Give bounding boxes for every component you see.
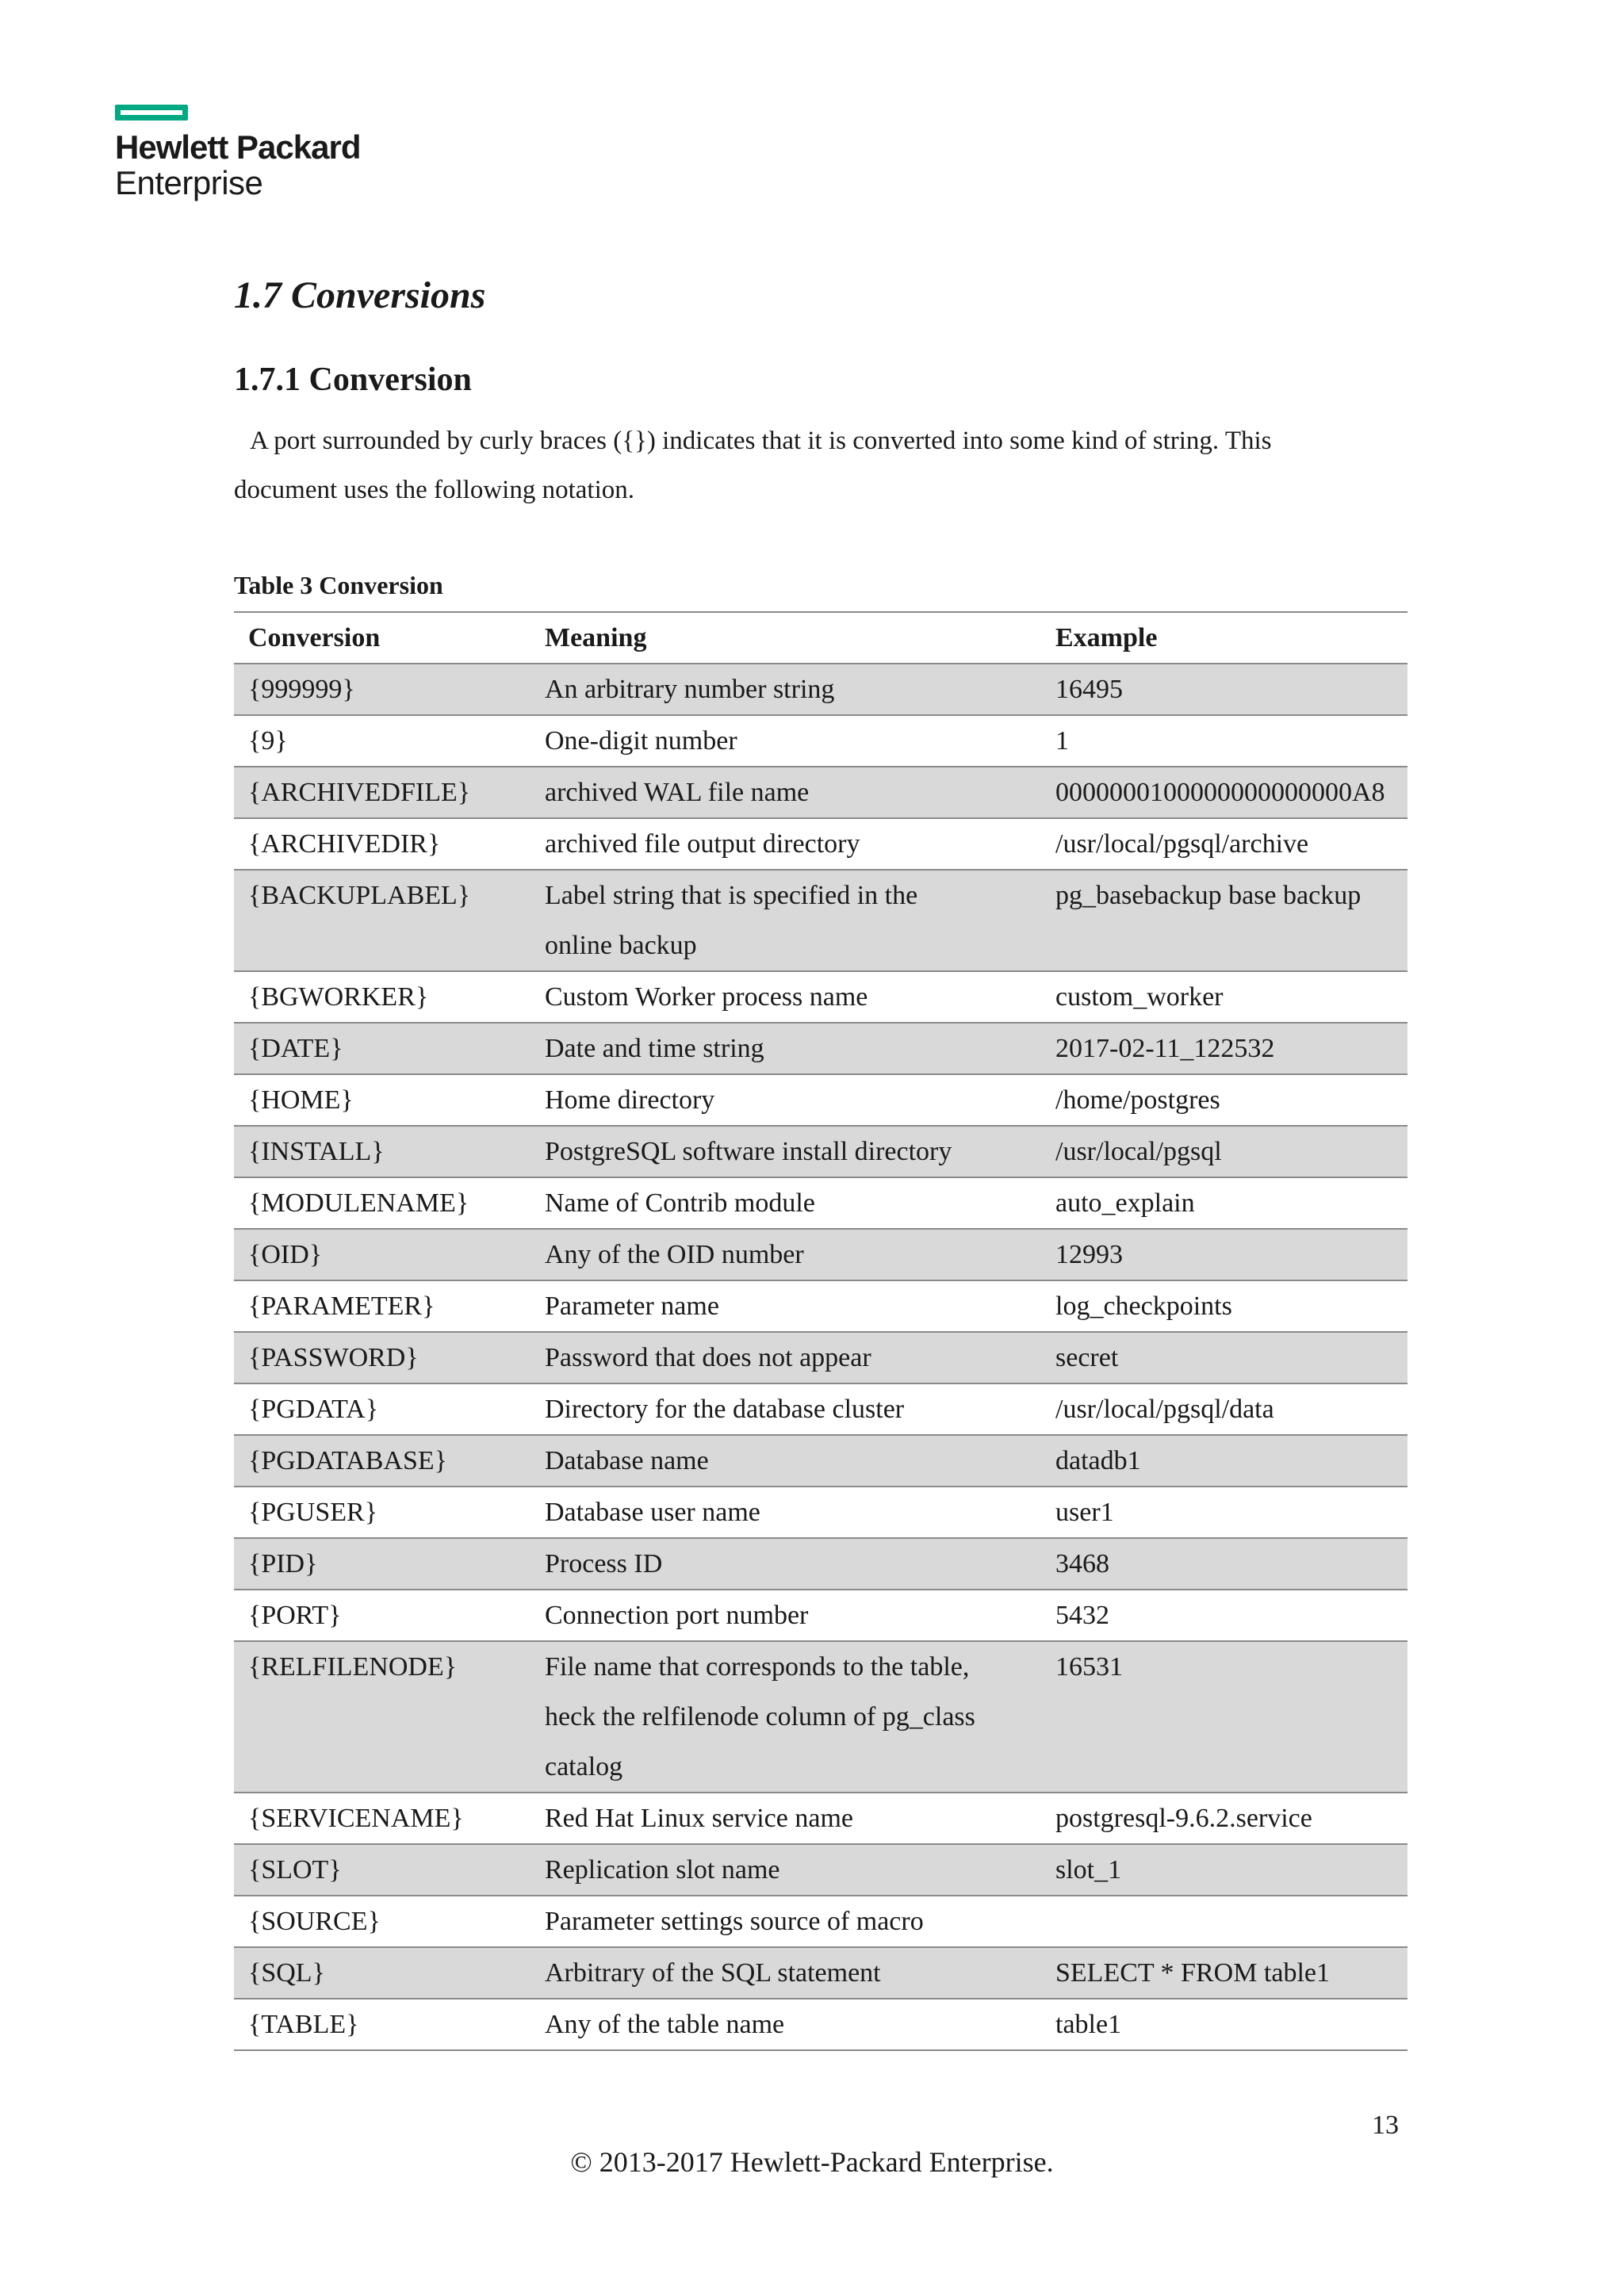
cell-meaning: PostgreSQL software install directory xyxy=(530,1126,1041,1177)
cell-meaning: Label string that is specified in the online backup xyxy=(530,870,1041,971)
cell-conversion: {9} xyxy=(234,715,530,767)
table-row xyxy=(234,1074,1408,1126)
cell-meaning: archived WAL file name xyxy=(530,767,1041,818)
cell-example: 1 xyxy=(1041,715,1408,767)
table-row xyxy=(234,1590,1408,1641)
cell-meaning: Custom Worker process name xyxy=(530,971,1041,1023)
cell-example: user1 xyxy=(1041,1487,1408,1538)
cell-example: auto_explain xyxy=(1041,1177,1408,1229)
table-header-row xyxy=(234,612,1408,664)
table-row xyxy=(234,1229,1408,1280)
intro-paragraph xyxy=(234,416,1423,515)
intro-line-2: document uses the following notation. xyxy=(234,476,635,504)
table-row xyxy=(234,1999,1408,2050)
header-meaning: Meaning xyxy=(530,612,1041,664)
cell-example: secret xyxy=(1041,1332,1408,1383)
table-row xyxy=(234,664,1408,715)
cell-example: SELECT * FROM table1 xyxy=(1041,1947,1408,1999)
cell-example: /usr/local/pgsql/archive xyxy=(1041,818,1408,870)
cell-example: 16531 xyxy=(1041,1641,1408,1793)
page-number: 13 xyxy=(1372,2110,1399,2140)
table-row xyxy=(234,1332,1408,1383)
header-example: Example xyxy=(1041,612,1408,664)
cell-example: slot_1 xyxy=(1041,1844,1408,1896)
cell-example: postgresql-9.6.2.service xyxy=(1041,1793,1408,1844)
cell-conversion: {BGWORKER} xyxy=(234,971,530,1023)
cell-conversion: {DATE} xyxy=(234,1023,530,1074)
cell-conversion: {ARCHIVEDFILE} xyxy=(234,767,530,818)
conversion-table xyxy=(234,611,1408,2051)
table-row xyxy=(234,767,1408,818)
cell-conversion: {INSTALL} xyxy=(234,1126,530,1177)
cell-meaning: Any of the OID number xyxy=(530,1229,1041,1280)
cell-meaning: Database user name xyxy=(530,1487,1041,1538)
cell-conversion: {MODULENAME} xyxy=(234,1177,530,1229)
cell-meaning: Date and time string xyxy=(530,1023,1041,1074)
cell-example: log_checkpoints xyxy=(1041,1280,1408,1332)
table-row xyxy=(234,1383,1408,1435)
cell-conversion: {ARCHIVEDIR} xyxy=(234,818,530,870)
table-row xyxy=(234,1793,1408,1844)
subsection-title: 1.7.1 Conversion xyxy=(234,362,472,398)
logo-text-line2: Enterprise xyxy=(115,164,263,201)
cell-conversion: {999999} xyxy=(234,664,530,715)
table-row xyxy=(234,1896,1408,1947)
cell-example: pg_basebackup base backup xyxy=(1041,870,1408,971)
table-row xyxy=(234,715,1408,767)
cell-conversion: {HOME} xyxy=(234,1074,530,1126)
cell-example: table1 xyxy=(1041,1999,1408,2050)
cell-conversion: {PASSWORD} xyxy=(234,1332,530,1383)
cell-example: 2017-02-11_122532 xyxy=(1041,1023,1408,1074)
cell-conversion: {PGUSER} xyxy=(234,1487,530,1538)
header-conversion: Conversion xyxy=(234,612,530,664)
cell-meaning: Directory for the database cluster xyxy=(530,1383,1041,1435)
cell-conversion: {BACKUPLABEL} xyxy=(234,870,530,971)
table-row xyxy=(234,818,1408,870)
cell-meaning: Parameter name xyxy=(530,1280,1041,1332)
cell-meaning: Connection port number xyxy=(530,1590,1041,1641)
cell-conversion: {PARAMETER} xyxy=(234,1280,530,1332)
cell-meaning: Replication slot name xyxy=(530,1844,1041,1896)
cell-conversion: {PGDATA} xyxy=(234,1383,530,1435)
cell-meaning: archived file output directory xyxy=(530,818,1041,870)
cell-example: 0000000100000000000000A8 xyxy=(1041,767,1408,818)
cell-meaning: Name of Contrib module xyxy=(530,1177,1041,1229)
intro-line-1: A port surrounded by curly braces ({}) indicates that it is converted into some kind of string. This xyxy=(250,427,1272,455)
table-body xyxy=(234,664,1408,2050)
cell-example: 16495 xyxy=(1041,664,1408,715)
hpe-logo xyxy=(115,105,360,201)
cell-example: 12993 xyxy=(1041,1229,1408,1280)
cell-meaning: Red Hat Linux service name xyxy=(530,1793,1041,1844)
cell-meaning: Parameter settings source of macro xyxy=(530,1896,1041,1947)
table-row xyxy=(234,1538,1408,1590)
table-row xyxy=(234,870,1408,971)
cell-example: custom_worker xyxy=(1041,971,1408,1023)
cell-example xyxy=(1041,1896,1408,1947)
table-row xyxy=(234,971,1408,1023)
cell-example: /usr/local/pgsql/data xyxy=(1041,1383,1408,1435)
cell-meaning: Database name xyxy=(530,1435,1041,1487)
cell-conversion: {PORT} xyxy=(234,1590,530,1641)
cell-conversion: {TABLE} xyxy=(234,1999,530,2050)
logo-text-line1: Hewlett Packard xyxy=(115,128,361,166)
cell-meaning: File name that corresponds to the table, heck the relfilenode column of pg_class catalog xyxy=(530,1641,1041,1793)
cell-example: 3468 xyxy=(1041,1538,1408,1590)
cell-conversion: {PGDATABASE} xyxy=(234,1435,530,1487)
cell-meaning: Any of the table name xyxy=(530,1999,1041,2050)
table-row xyxy=(234,1487,1408,1538)
table-row xyxy=(234,1280,1408,1332)
section-title: 1.7 Conversions xyxy=(234,274,486,316)
table-row xyxy=(234,1177,1408,1229)
copyright-footer: © 2013-2017 Hewlett-Packard Enterprise. xyxy=(570,2146,1054,2178)
cell-conversion: {PID} xyxy=(234,1538,530,1590)
cell-meaning: An arbitrary number string xyxy=(530,664,1041,715)
cell-conversion: {RELFILENODE} xyxy=(234,1641,530,1793)
cell-meaning: Process ID xyxy=(530,1538,1041,1590)
cell-meaning: One-digit number xyxy=(530,715,1041,767)
table-row xyxy=(234,1126,1408,1177)
cell-meaning: Password that does not appear xyxy=(530,1332,1041,1383)
cell-example: /home/postgres xyxy=(1041,1074,1408,1126)
table-caption: Table 3 Conversion xyxy=(234,571,443,599)
table-row xyxy=(234,1844,1408,1896)
table-row xyxy=(234,1435,1408,1487)
table-row xyxy=(234,1947,1408,1999)
cell-conversion: {SERVICENAME} xyxy=(234,1793,530,1844)
hpe-logo-mark-icon xyxy=(115,105,188,121)
cell-example: /usr/local/pgsql xyxy=(1041,1126,1408,1177)
cell-meaning: Arbitrary of the SQL statement xyxy=(530,1947,1041,1999)
table-row xyxy=(234,1641,1408,1793)
cell-conversion: {SOURCE} xyxy=(234,1896,530,1947)
cell-example: 5432 xyxy=(1041,1590,1408,1641)
cell-conversion: {OID} xyxy=(234,1229,530,1280)
cell-conversion: {SLOT} xyxy=(234,1844,530,1896)
cell-conversion: {SQL} xyxy=(234,1947,530,1999)
cell-meaning: Home directory xyxy=(530,1074,1041,1126)
cell-example: datadb1 xyxy=(1041,1435,1408,1487)
table-row xyxy=(234,1023,1408,1074)
